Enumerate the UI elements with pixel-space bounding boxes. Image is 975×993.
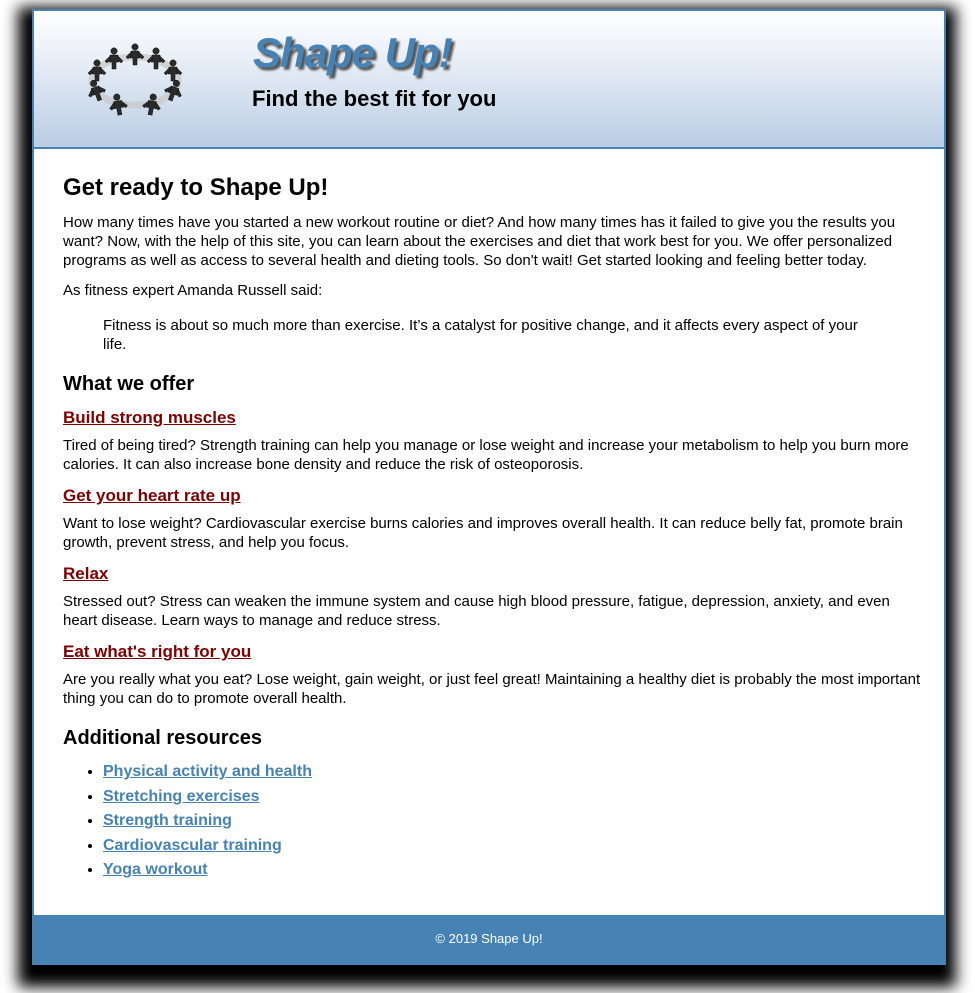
offer-text-heart: Want to lose weight? Cardiovascular exercise burns calories and improves overall health. It can reduce belly fat, promote brain growth, prevent stress, and help you focus. [63,515,903,551]
quote-intro: As fitness expert Amanda Russell said: [63,282,323,299]
list-item [103,785,923,810]
site-footer [34,915,944,963]
offer-link-relax[interactable]: Relax [63,564,109,583]
site-header [34,11,944,149]
page-container [32,9,946,965]
resources-heading: Additional resources [63,727,262,749]
resource-link-cardio[interactable]: Cardiovascular training [103,836,282,854]
main-content [63,173,923,883]
offer-text-eat: Are you really what you eat? Lose weight, gain weight, or just feel great! Maintaining a healthy diet is probably the most important thing you can do to promote overall health. [63,671,921,707]
list-item [103,760,923,785]
offer-title-eat [63,642,923,662]
offer-link-heart-rate[interactable]: Get your heart rate up [63,486,241,505]
offer-title-relax [63,564,923,584]
fitness-quote: Fitness is about so much more than exercise. It’s a catalyst for positive change, and it affects every aspect of your life. [103,317,858,353]
list-item [103,858,923,883]
intro-paragraph: How many times have you started a new workout routine or diet? And how many times has it failed to give you the results you want? Now, with the help of this site, you can learn about the exercises and diet that work best for you. We offer personalized programs as well as access to several health and dieting tools. So don't wait! Get started looking and feeling better today. [63,214,896,269]
resource-link-physical-activity[interactable]: Physical activity and health [103,763,312,780]
offer-title-heart [63,486,923,506]
offer-heading: What we offer [63,373,195,395]
offer-link-build-strong-muscles[interactable]: Build strong muscles [63,408,236,427]
people-circle-logo-icon [78,38,192,118]
list-item [103,809,923,834]
copyright-text: © 2019 Shape Up! [435,931,543,946]
site-title: Shape Up! [253,29,452,76]
resource-link-yoga[interactable]: Yoga workout [103,861,208,878]
resource-link-stretching[interactable]: Stretching exercises [103,787,260,805]
page-title: Get ready to Shape Up! [63,174,329,201]
resource-link-strength[interactable]: Strength training [103,812,232,829]
offer-text-muscles: Tired of being tired? Strength training can help you manage or lose weight and increase your metabolism to help you burn more calories. It can also increase bone density and reduce the risk of osteoporosis. [63,437,909,473]
resources-list [63,760,923,883]
offer-link-eat-right[interactable]: Eat what's right for you [63,642,252,661]
offer-text-relax: Stressed out? Stress can weaken the immune system and cause high blood pressure, fatigue, depression, anxiety, and even heart disease. Learn ways to manage and reduce stress. [63,593,890,629]
list-item [103,834,923,859]
offer-title-muscles [63,408,923,428]
site-tagline: Find the best fit for you [252,86,497,111]
